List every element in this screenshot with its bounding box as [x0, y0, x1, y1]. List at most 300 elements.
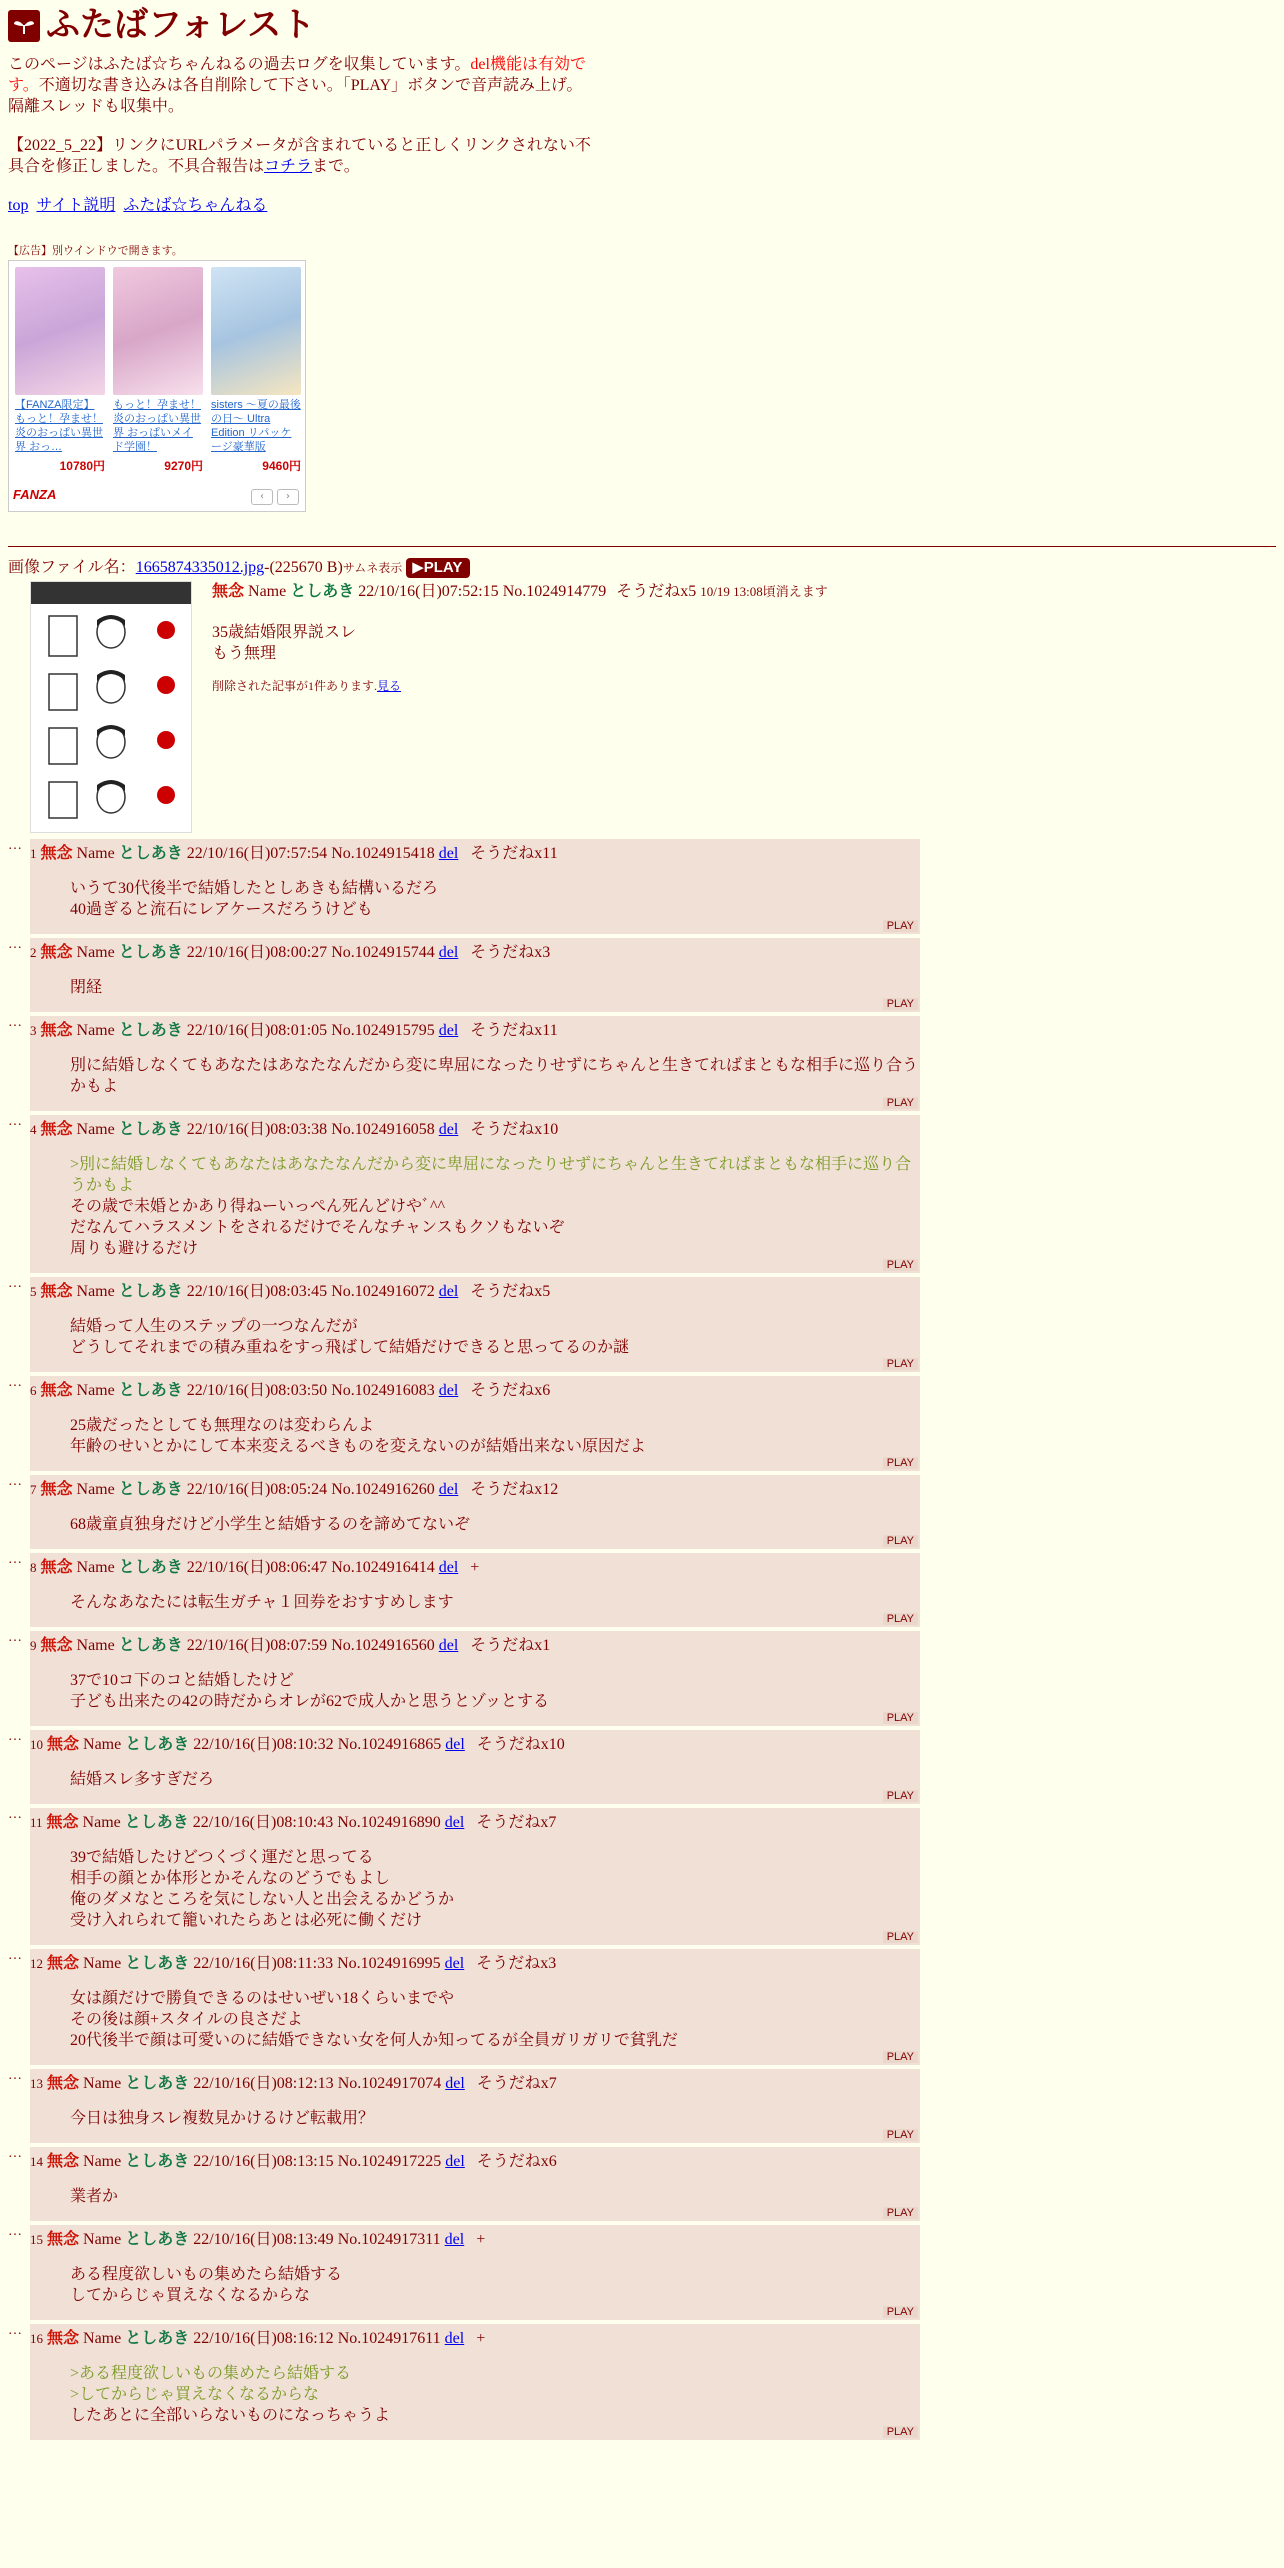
reply-menu-dots[interactable]: … — [8, 2323, 22, 2338]
text-line: いうて30代後半で結婚したとしあきも結構いるだろ — [70, 880, 439, 897]
reply-play-button[interactable]: PLAY — [883, 2426, 918, 2438]
text-line: 受け入れられて籠いれたらあとは必死に働くだけ — [70, 1912, 423, 1929]
reply-box — [30, 1808, 920, 1945]
reply-play-button[interactable]: PLAY — [883, 2051, 918, 2063]
name-label: Name — [83, 2153, 122, 2170]
sodane-button[interactable]: そうだねx10 — [470, 1121, 559, 1138]
del-link[interactable]: del — [438, 1022, 459, 1039]
reply-header — [30, 1020, 920, 1041]
subject: 無念 — [47, 1955, 80, 1972]
nav-links — [8, 195, 1276, 216]
reply-box — [30, 2324, 920, 2440]
del-link[interactable]: del — [438, 845, 459, 862]
op-play-button[interactable]: ▶PLAY — [406, 558, 470, 578]
subject: 無念 — [47, 2231, 80, 2248]
reply-row — [8, 2147, 1276, 2221]
reply-menu-dots[interactable]: … — [8, 838, 22, 853]
reply-index: 14 — [30, 2154, 43, 2169]
reply-body-text — [70, 1055, 920, 1097]
post-number: No.1024916865 — [337, 1736, 442, 1753]
poster-name: としあき — [118, 845, 183, 862]
ad-thumbnail[interactable] — [211, 267, 301, 395]
reply-body-text — [70, 2363, 920, 2426]
site-title: ふたばフォレスト — [46, 7, 316, 44]
text-line: 37で10コ下のコと結婚したけど — [70, 1672, 295, 1689]
reply-row — [8, 2069, 1276, 2143]
post-datetime: 22/10/16(日)08:13:15 — [193, 2153, 334, 2170]
reply-menu-dots[interactable]: … — [8, 1630, 22, 1645]
name-label: Name — [76, 1121, 115, 1138]
del-link[interactable]: del — [438, 1382, 459, 1399]
text-line: 結婚スレ多すぎだろ — [70, 1771, 215, 1788]
reply-box — [30, 938, 920, 1012]
ad-next-button[interactable]: › — [277, 489, 299, 505]
post-datetime: 22/10/16(日)08:10:32 — [193, 1736, 334, 1753]
reply-play-button[interactable]: PLAY — [883, 998, 918, 1010]
ad-item-price: 10780円 — [59, 459, 105, 473]
report-link[interactable]: コチラ — [264, 158, 313, 175]
text-line: どうしてそれまでの積み重ねをすっ飛ばして結婚だけできると思ってるのか謎 — [70, 1339, 630, 1356]
sodane-button[interactable]: そうだねx3 — [476, 1955, 557, 1972]
nav-top-link[interactable]: top — [8, 197, 29, 214]
subject: 無念 — [40, 1481, 73, 1498]
reply-body-text — [70, 878, 920, 920]
text-line: 今日は独身スレ複数見かけるけど転載用？ — [70, 2110, 375, 2127]
quote-line: >してからじゃ買えなくなるからな — [70, 2386, 320, 2403]
quote-line: >別に結婚しなくてもあなたはあなたなんだから変に卑屈になったりせずにちゃんと生きてればまともな相手に巡り合うかもよ — [70, 1156, 912, 1194]
reply-index: 4 — [30, 1122, 37, 1137]
text-line: 相手の顔とか体形とかそんなのどうでもよし — [70, 1870, 391, 1887]
reply-menu-dots[interactable]: … — [8, 1948, 22, 1963]
text-line: 20代後半で顔は可愛いのに結婚できない女を何人か知ってるが全員ガリガリで貧乳だ — [70, 2032, 678, 2049]
reply-row — [8, 1376, 1276, 1471]
reply-box — [30, 839, 920, 934]
reply-menu-dots[interactable]: … — [8, 1015, 22, 1030]
reply-row — [8, 1730, 1276, 1804]
reply-play-button[interactable]: PLAY — [883, 2306, 918, 2318]
text-line: してからじゃ買えなくなるからな — [70, 2287, 311, 2304]
reply-body-text — [70, 977, 920, 998]
reply-header — [30, 2229, 920, 2250]
post-number: No.1024917074 — [337, 2075, 442, 2092]
poster-name: としあき — [118, 944, 183, 961]
poster-name: としあき — [125, 1736, 190, 1753]
sodane-button[interactable]: + — [470, 1559, 480, 1576]
reply-play-button[interactable]: PLAY — [883, 1790, 918, 1802]
text-line: だなんてハラスメントをされるだけでそんなチャンスもクソもないぞ — [70, 1219, 565, 1236]
reply-play-button[interactable]: PLAY — [883, 1457, 918, 1469]
text-line: 40過ぎると流石にレアケースだろうけども — [70, 901, 373, 918]
reply-box — [30, 1016, 920, 1111]
del-link[interactable]: del — [445, 2153, 465, 2170]
reply-header — [30, 2073, 920, 2094]
sodane-button[interactable]: そうだねx11 — [470, 1022, 558, 1039]
subject: 無念 — [47, 2330, 80, 2347]
reply-header — [30, 2328, 920, 2349]
text-line: 閉経 — [70, 979, 103, 996]
ad-banner — [8, 260, 306, 512]
reply-box — [30, 2069, 920, 2143]
sodane-button[interactable]: そうだねx7 — [476, 2075, 557, 2092]
text-line: 結婚って人生のステップの一つなんだが — [70, 1318, 358, 1335]
post-number: No.1024916414 — [331, 1559, 435, 1576]
post-datetime: 22/10/16(日)08:01:05 — [186, 1022, 328, 1039]
text-line: 子ども出来たの42の時だからオレが62で成人かと思うとゾッとする — [70, 1693, 550, 1710]
reply-row — [8, 1277, 1276, 1372]
text-line: そんなあなたには転生ガチャ１回券をおすすめします — [70, 1594, 454, 1611]
text-line: 年齢のせいとかにして本来変えるべきものを変えないのが結婚出来ない原因だよ — [70, 1438, 647, 1455]
reply-body-text — [70, 1514, 920, 1535]
post-number: No.1024916260 — [331, 1481, 435, 1498]
subject: 無念 — [40, 1559, 73, 1576]
name-label: Name — [83, 2330, 122, 2347]
name-label: Name — [82, 1814, 121, 1831]
post-number: No.1024917611 — [337, 2330, 441, 2347]
poster-name: としあき — [125, 2231, 190, 2248]
name-label: Name — [76, 1283, 115, 1300]
reply-box — [30, 1376, 920, 1471]
post-datetime: 22/10/16(日)08:03:50 — [186, 1382, 328, 1399]
ad-item-price: 9270円 — [164, 459, 203, 473]
del-link[interactable]: del — [444, 1814, 465, 1831]
reply-row — [8, 1631, 1276, 1726]
text-line: 業者か — [70, 2188, 119, 2205]
reply-index: 1 — [30, 846, 37, 861]
reply-menu-dots[interactable]: … — [8, 1474, 22, 1489]
fanza-logo: FANZA — [13, 487, 57, 502]
quote-line: >ある程度欲しいもの集めたら結婚する — [70, 2365, 352, 2382]
reply-row — [8, 2324, 1276, 2440]
sodane-button[interactable]: そうだねx3 — [470, 944, 551, 961]
reply-header — [30, 1119, 920, 1140]
post-number: No.1024916072 — [331, 1283, 435, 1300]
sodane-button[interactable]: そうだねx12 — [470, 1481, 559, 1498]
sodane-button[interactable]: + — [476, 2330, 486, 2347]
reply-index: 9 — [30, 1638, 37, 1653]
reply-menu-dots[interactable]: … — [8, 1552, 22, 1567]
post-datetime: 22/10/16(日)08:03:45 — [186, 1283, 328, 1300]
poster-name: としあき — [118, 1637, 183, 1654]
reply-body-text — [70, 1415, 920, 1457]
op-header — [212, 581, 828, 602]
reply-play-button[interactable]: PLAY — [883, 1535, 918, 1547]
ad-item[interactable] — [113, 267, 203, 477]
post-datetime: 22/10/16(日)08:00:27 — [186, 944, 328, 961]
reply-body-text — [70, 1154, 920, 1259]
reply-header — [30, 2151, 920, 2172]
poster-name: としあき — [118, 1481, 183, 1498]
del-link[interactable]: del — [438, 1637, 459, 1654]
reply-header — [30, 1281, 920, 1302]
poster-name: としあき — [125, 1955, 190, 1972]
sodane-button[interactable]: そうだねx11 — [470, 845, 558, 862]
reply-play-button[interactable]: PLAY — [883, 1931, 918, 1943]
reply-menu-dots[interactable]: … — [8, 1375, 22, 1390]
reply-body-text — [70, 1847, 920, 1931]
sodane-button[interactable]: そうだねx6 — [476, 2153, 557, 2170]
divider — [8, 546, 1276, 547]
post-datetime: 22/10/16(日)08:03:38 — [186, 1121, 328, 1138]
post-datetime: 22/10/16(日)08:06:47 — [186, 1559, 328, 1576]
reply-menu-dots[interactable]: … — [8, 1276, 22, 1291]
post-number: No.1024917311 — [337, 2231, 441, 2248]
reply-index: 16 — [30, 2331, 43, 2346]
del-link[interactable]: del — [444, 1955, 465, 1972]
reply-play-button[interactable]: PLAY — [883, 2129, 918, 2141]
reply-index: 8 — [30, 1560, 37, 1575]
reply-menu-dots[interactable]: … — [8, 1807, 22, 1822]
post-number: No.1024917225 — [337, 2153, 442, 2170]
reply-row — [8, 1949, 1276, 2065]
reply-index: 12 — [30, 1956, 43, 1971]
reply-body-text — [70, 2108, 920, 2129]
deleted-note: 削除された記事が1件あります.見る — [212, 679, 402, 693]
subject: 無念 — [40, 1382, 73, 1399]
poster-name: としあき — [118, 1022, 183, 1039]
poster-name: としあき — [124, 1814, 189, 1831]
subject: 無念 — [47, 2075, 80, 2092]
reply-index: 5 — [30, 1284, 37, 1299]
post-datetime: 22/10/16(日)08:10:43 — [192, 1814, 334, 1831]
name-label: Name — [83, 1736, 122, 1753]
post-number: No.1024914779 — [502, 583, 607, 600]
subject: 無念 — [47, 2153, 80, 2170]
name-label: Name — [83, 2231, 122, 2248]
nav-about-link[interactable]: サイト説明 — [36, 197, 116, 214]
reply-body-text — [70, 1769, 920, 1790]
post-number: No.1024915744 — [331, 944, 435, 961]
text-line: 俺のダメなところを気にしない人と出会えるかどうか — [70, 1891, 455, 1908]
reply-body-text — [70, 1316, 920, 1358]
subject: 無念 — [47, 1736, 80, 1753]
reply-play-button[interactable]: PLAY — [883, 1097, 918, 1109]
reply-body-text — [70, 2264, 920, 2306]
del-link[interactable]: del — [438, 1559, 459, 1576]
futaba-leaf-icon — [8, 10, 40, 42]
reply-index: 11 — [30, 1815, 43, 1830]
name-label: Name — [76, 1637, 115, 1654]
reply-header — [30, 1635, 920, 1656]
reply-box — [30, 1115, 920, 1273]
show-deleted-link[interactable]: 見る — [377, 679, 402, 693]
del-link[interactable]: del — [438, 1481, 459, 1498]
name-label: Name — [248, 583, 287, 600]
reply-list — [8, 839, 1276, 2440]
name-label: Name — [83, 1955, 122, 1972]
reply-header — [30, 843, 920, 864]
poster-name: としあき — [125, 2075, 190, 2092]
reply-row — [8, 1016, 1276, 1111]
subject: 無念 — [40, 845, 73, 862]
post-datetime: 22/10/16(日)08:16:12 — [193, 2330, 334, 2347]
post-number: No.1024916058 — [331, 1121, 435, 1138]
post-datetime: 22/10/16(日)08:05:24 — [186, 1481, 328, 1498]
nav-futaba-link[interactable]: ふたば☆ちゃんねる — [123, 197, 268, 214]
poster-name: としあき — [118, 1559, 183, 1576]
del-link[interactable]: del — [438, 1121, 459, 1138]
poster-name: としあき — [118, 1283, 183, 1300]
ad-thumbnail[interactable] — [15, 267, 105, 395]
subject: 無念 — [40, 1283, 73, 1300]
reply-body-text — [70, 1670, 920, 1712]
reply-header — [30, 1557, 920, 1578]
reply-index: 2 — [30, 945, 37, 960]
reply-header — [30, 1812, 920, 1833]
sodane-button[interactable]: そうだねx5 — [470, 1283, 551, 1300]
subject: 無念 — [40, 944, 73, 961]
text-line: 女は顔だけで勝負できるのはせいぜい18くらいまでや — [70, 1990, 455, 2007]
text-line: ある程度欲しいもの集めたら結婚する — [70, 2266, 343, 2283]
reply-header — [30, 1380, 920, 1401]
reply-row — [8, 839, 1276, 934]
post-datetime: 22/10/16(日)07:52:15 — [358, 583, 499, 600]
thumb-note: サムネ表示 — [342, 561, 403, 575]
subject: 無念 — [212, 583, 245, 600]
expire-note: 10/19 13:08頃消えます — [700, 584, 828, 599]
name-label: Name — [76, 1559, 115, 1576]
reply-menu-dots[interactable]: … — [8, 937, 22, 952]
reply-box — [30, 1553, 920, 1627]
reply-menu-dots[interactable]: … — [8, 1729, 22, 1744]
name-label: Name — [76, 845, 115, 862]
reply-play-button[interactable]: PLAY — [883, 1259, 918, 1271]
reply-box — [30, 1730, 920, 1804]
post-datetime: 22/10/16(日)08:12:13 — [193, 2075, 334, 2092]
reply-row — [8, 1475, 1276, 1549]
sodane-button[interactable]: + — [476, 2231, 486, 2248]
reply-row — [8, 1808, 1276, 1945]
poster-name: としあき — [118, 1121, 183, 1138]
ad-thumbnail[interactable] — [113, 267, 203, 395]
text-line: 39で結婚したけどつくづく運だと思ってる — [70, 1849, 374, 1866]
subject: 無念 — [46, 1814, 79, 1831]
reply-header — [30, 1479, 920, 1500]
name-label: Name — [83, 2075, 122, 2092]
reply-index: 7 — [30, 1482, 37, 1497]
name-label: Name — [76, 1022, 115, 1039]
sodane-button[interactable]: そうだねx6 — [470, 1382, 551, 1399]
reply-row — [8, 2225, 1276, 2320]
text-line: したあとに全部いらないものになっちゃうよ — [70, 2407, 391, 2424]
poster-name: としあき — [290, 583, 355, 600]
image-file-link[interactable]: 1665874335012.jpg — [135, 559, 265, 576]
reply-index: 3 — [30, 1023, 37, 1038]
op-thumbnail[interactable] — [30, 581, 192, 833]
reply-body-text — [70, 1988, 920, 2051]
sodane-button[interactable]: そうだねx7 — [476, 1814, 557, 1831]
ad-prev-button[interactable]: ‹ — [251, 489, 273, 505]
post-number: No.1024915418 — [331, 845, 435, 862]
del-link[interactable]: del — [444, 2330, 465, 2347]
update-notice: 【2022_5_22】リンクにURLパラメータが含まれていると正しくリンクされない不具合を修正しました。不具合報告はコチラまで。 — [8, 137, 591, 175]
reply-play-button[interactable]: PLAY — [883, 920, 918, 932]
ad-item-title[interactable]: もっと！孕ませ！炎のおっぱい異世界 おっぱいメイド学園！ — [113, 399, 201, 453]
reply-index: 15 — [30, 2232, 43, 2247]
reply-row — [8, 1553, 1276, 1627]
text-line: 別に結婚しなくてもあなたはあなたなんだから変に卑屈になったりせずにちゃんと生きてればまともな相手に巡り合うかもよ — [70, 1057, 919, 1095]
ad-item-title[interactable]: 【FANZA限定】もっと！孕ませ！炎のおっぱい異世界 おっ… — [15, 399, 103, 453]
ad-item-price: 9460円 — [262, 459, 301, 473]
reply-index: 6 — [30, 1383, 37, 1398]
name-label: Name — [76, 1481, 115, 1498]
del-link[interactable]: del — [438, 1283, 459, 1300]
post-datetime: 22/10/16(日)07:57:54 — [186, 845, 328, 862]
ad-item-title[interactable]: sisters 〜夏の最後の日〜 Ultra Edition リパッケージ豪華版 — [211, 399, 301, 453]
post-datetime: 22/10/16(日)08:07:59 — [186, 1637, 328, 1654]
reply-index: 10 — [30, 1737, 43, 1752]
ad-item[interactable] — [211, 267, 301, 477]
reply-box — [30, 1475, 920, 1549]
poster-name: としあき — [125, 2330, 190, 2347]
reply-play-button[interactable]: PLAY — [883, 2207, 918, 2219]
op-file-line: 画像ファイル名：1665874335012.jpg-(225670 B)サムネ表示 ▶PLAY — [8, 557, 1276, 579]
text-line: その後は顔+スタイルの良さだよ — [70, 2011, 303, 2028]
reply-header — [30, 942, 920, 963]
text-line: 25歳だったとしても無理なのは変わらんよ — [70, 1417, 375, 1434]
del-link[interactable]: del — [444, 2231, 465, 2248]
del-link[interactable]: del — [445, 1736, 465, 1753]
sodane-button[interactable]: そうだねx10 — [476, 1736, 565, 1753]
reply-index: 13 — [30, 2076, 43, 2091]
reply-play-button[interactable]: PLAY — [883, 1358, 918, 1370]
reply-box — [30, 1949, 920, 2065]
reply-menu-dots[interactable]: … — [8, 2146, 22, 2161]
reply-header — [30, 1734, 920, 1755]
reply-play-button[interactable]: PLAY — [883, 1613, 918, 1625]
sodane-button[interactable]: そうだねx1 — [470, 1637, 551, 1654]
post-number: No.1024916083 — [331, 1382, 435, 1399]
name-label: Name — [76, 944, 115, 961]
play-triangle-icon: ▶ — [412, 559, 424, 577]
del-link[interactable]: del — [438, 944, 459, 961]
intro-text: このページはふたば☆ちゃんねるの過去ログを収集しています。del機能は有効です。不適切な書き込みは各自削除して下さい。「PLAY」ボタンで音声読み上げ。隔離スレッドも収集中。 — [8, 56, 586, 115]
post-datetime: 22/10/16(日)08:11:33 — [193, 1955, 334, 1972]
reply-menu-dots[interactable]: … — [8, 2224, 22, 2239]
del-notice: del機能は有効です。 — [8, 56, 586, 94]
poster-name: としあき — [118, 1382, 183, 1399]
poster-name: としあき — [125, 2153, 190, 2170]
ad-item[interactable] — [15, 267, 105, 477]
reply-menu-dots[interactable]: … — [8, 2068, 22, 2083]
reply-box — [30, 2225, 920, 2320]
post-number: No.1024916560 — [331, 1637, 435, 1654]
ad-label: 【広告】別ウインドウで開きます。 — [8, 245, 183, 257]
reply-box — [30, 1277, 920, 1372]
reply-box — [30, 1631, 920, 1726]
text-line: その歳で未婚とかあり得ねーいっぺん死んどけやﾞ^^ — [70, 1198, 446, 1215]
reply-body-text — [70, 2186, 920, 2207]
site-header — [8, 6, 1276, 46]
name-label: Name — [76, 1382, 115, 1399]
reply-row — [8, 938, 1276, 1012]
text-line: 周りも避けるだけ — [70, 1240, 199, 1257]
subject: 無念 — [40, 1637, 73, 1654]
sodane-button[interactable]: そうだねx5 — [616, 583, 697, 600]
reply-menu-dots[interactable]: … — [8, 1114, 22, 1129]
subject: 無念 — [40, 1022, 73, 1039]
text-line: 68歳童貞独身だけど小学生と結婚するのを諦めてないぞ — [70, 1516, 471, 1533]
reply-body-text — [70, 1592, 920, 1613]
post-number: No.1024915795 — [331, 1022, 435, 1039]
subject: 無念 — [40, 1121, 73, 1138]
reply-play-button[interactable]: PLAY — [883, 1712, 918, 1724]
post-number: No.1024916995 — [337, 1955, 441, 1972]
reply-row — [8, 1115, 1276, 1273]
post-datetime: 22/10/16(日)08:13:49 — [193, 2231, 334, 2248]
post-number: No.1024916890 — [337, 1814, 441, 1831]
del-link[interactable]: del — [445, 2075, 465, 2092]
reply-box — [30, 2147, 920, 2221]
